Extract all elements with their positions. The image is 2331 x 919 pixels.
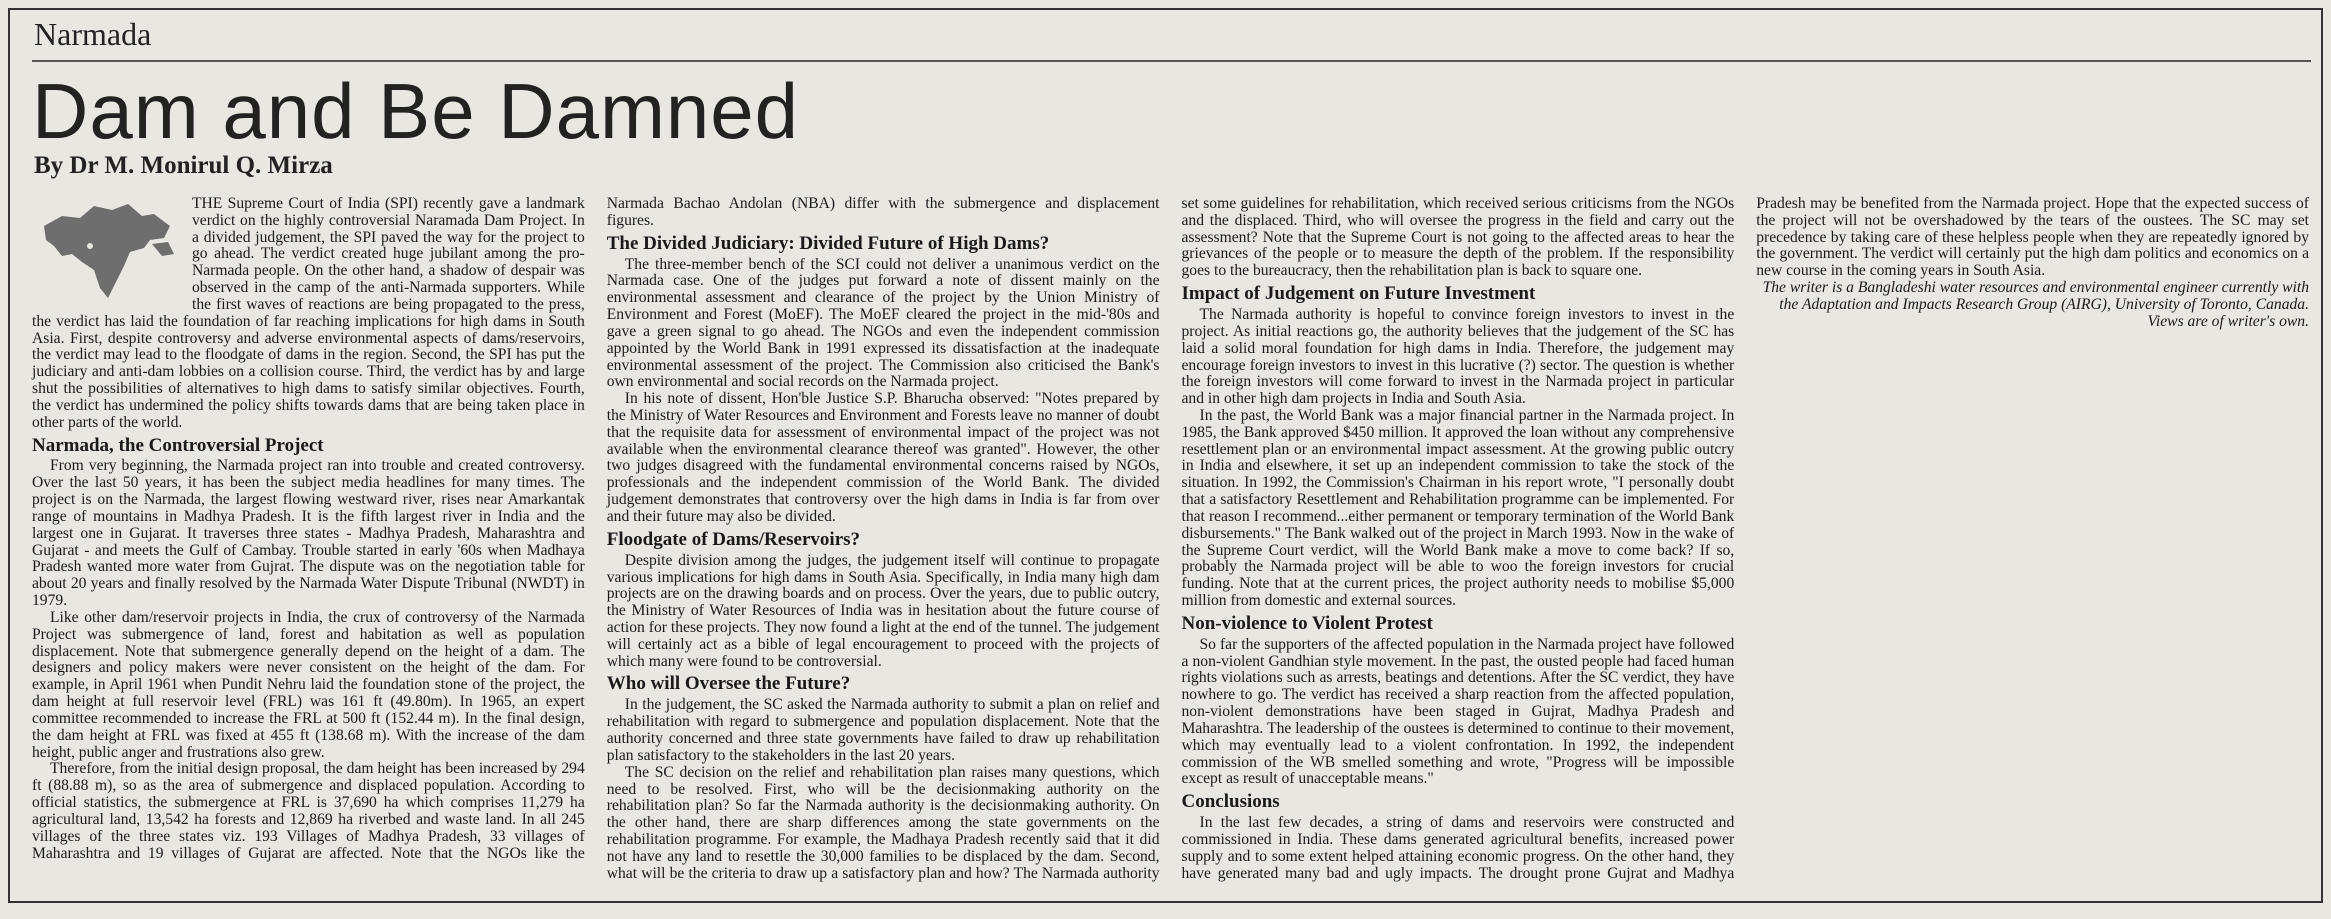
paragraph: The Narmada authority is hopeful to convince foreign investors to invest in the project. As initial reactions go, the authority believes that the judgement of the SC has laid a solid moral foundation for high dams in India. Therefore, the judgement may encourage foreign investors to invest in this lucrative (?) sector. The question is whether the foreign investors will come forward to invest in the Narmada project in particular and in other high dam projects in India and South Asia. [1181,306,1735,408]
paragraph: Therefore, from the initial design proposal, the dam height has been increased by 294 ft (88.88 m), so as the area of submergence and displaced population. According to official statistics, the submergence at FRL is 37,690 ha which comprises 11,279 ha agricultural land, 13,542 ha forests and 12,869 ha riverbed and waste land. In all 245 villages of the three states viz. 193 Villages of Madhya Pradesh, 33 villages of Maharashtra and 19 villages of Gujarat are affected. Note that the NGOs like the Narmada Bachao Andolan (NBA) differ with the submergence and displacement figures. [32,195,1160,862]
headline: Dam and Be Damned [32,67,800,155]
paragraph: The SC decision on the relief and rehabilitation plan raises many questions, which need to be resolved. First, who will be the decisionmaking authority on the rehabilitation plan? So far the Narmada authority is the decisionmaking authority. On the other hand, there are sharp differences among the state governments on the rehabilitation programme. For example, the Madhaya Pradesh recently said that it did not have any land to resettle the 30,000 families to be displaced by the dam. Second, what will be the criteria to draw up a satisfactory plan and how? The Narmada authority set some guidelines for rehabilitation, which received serious criticisms from the NGOs and the displaced. Third, who will oversee the progress in the field and carry out the assessment? Note that the Supreme Court is not going to the affected areas to hear the grievances of the people or to measure the depth of the problem. If the responsibility goes to the bureaucracy, then the rehabilitation plan is back to square one. [606,195,1735,882]
india-map-icon [32,196,182,304]
author-bio: The writer is a Bangladeshi water resources and environmental engineer currently with the Adaptation and Impacts Research Group (AIRG), University of Toronto, Canada. Views are of writer's own. [1762,279,2309,330]
subhead-divided-judiciary: The Divided Judiciary: Divided Future of High Dams? [606,232,1050,254]
paragraph: In the last few decades, a string of dams and reservoirs were constructed and commissioned in India. These dams generated agricultural benefits, increased power supply and to some extent helped attaining economic progress. On the other hand, they have generated many bad and ugly impacts. The drought prone Gujrat and Madhya Pradesh may be benefited from the Narmada project. Hope that the expected success of the project will not be overshadowed by the tears of the oustees. The SC may set precedence by taking care of these helpless people when they are repeatedly ignored by the government. The verdict will certainly put the high dam politics and economics on a new course in the coming years in South Asia. [1181,195,2309,882]
subhead-future-investment: Impact of Judgement on Future Investment [1181,283,1536,305]
paragraph: From very beginning, the Narmada project ran into trouble and created controversy. Over the last 50 years, it has been the subject media headlines for many times. The project is on the Narmada, the largest flowing westward river, rises near Amarkantak range of mountains in Madhya Pradesh. It is the fifth largest river in India and the largest one in Gujarat. It traverses three states - Madhya Pradesh, Maharashtra and Gujarat - and meets the Gulf of Cambay. Trouble started in early '60s when Madhaya Pradesh wanted more water from Gujrat. The dispute was on the negotiation table for about 20 years and finally resolved by the Narmada Water Dispute Tribunal (NWDT) in 1979. [32,457,585,610]
byline: By Dr M. Monirul Q. Mirza [34,152,333,179]
subhead-conclusions: Conclusions [1181,791,1280,813]
section-label: Narmada [34,16,152,52]
paragraph: Despite division among the judges, the judgement itself will continue to propagate various implications for high dams in South Asia. Specifically, in India many high dam projects are on the drawing boards and on process. Over the years, due to public outcry, the Ministry of Water Resources of India was in hesitation about the future course of action for these projects. They now found a light at the end of the tunnel. The judgement will certainly act as a bible of legal encouragement to proceed with the projects of which many were found to be controversial. [606,551,1160,670]
newspaper-article [8,8,2323,903]
subhead-oversee-future: Who will Oversee the Future? [606,673,851,695]
subhead-floodgate: Floodgate of Dams/Reservoirs? [606,528,861,550]
subhead-controversial-project: Narmada, the Controversial Project [32,434,324,456]
paragraph: In the past, the World Bank was a major financial partner in the Narmada project. In 1985, the Bank approved $450 million. It approved the loan without any comprehensive resettlement plan or an environmental impact assessment. At the growing public outcry in India and elsewhere, it set up an independent commission to take the stock of the situation. In 1992, the Commission's Chairman in his report wrote, "I personally doubt that a satisfactory Resettlement and Rehabilitation programme can be implemented. For that reason I recommend...either permanent or temporary termination of the World Bank disbursements." The Bank walked out of the project in March 1993. Now in the wake of the Supreme Court verdict, will the World Bank make a move to come back? If so, probably the Narmada project will be able to woo the foreign investors for crucial funding. Note that at the current prices, the project authority needs to mobilise $5,000 million from domestic and external sources. [1181,407,1735,610]
paragraph: The three-member bench of the SCI could not deliver a unanimous verdict on the Narmada case. One of the judges put forward a note of dissent mainly on the environmental assessment and clearance of the project by the Union Ministry of Environment and Forest (MoEF). The MoEF cleared the project in the mid-'80s and gave a green signal to go ahead. The NGOs and even the independent commission appointed by the World Bank in 1991 expressed its dissatisfaction at the inadequate environmental assessment of the project. The Commission also criticised the Bank's own environmental and social records on the Narmada project. [606,255,1160,391]
article-body [32,196,2309,891]
paragraph: In the judgement, the SC asked the Narmada authority to submit a plan on relief and rehabilitation with regard to submergence and population displacement. Note that the authority concerned and three state governments have failed to draw up rehabilitation plan satisfactory to the stakeholders in the last 20 years. [606,696,1160,764]
subhead-violent-protest: Non-violence to Violent Protest [1181,612,1433,634]
paragraph: In his note of dissent, Hon'ble Justice S.P. Bharucha observed: "Notes prepared by the Ministry of Water Resources and Environment and Forests leave no manner of doubt that the requisite data for assessment of environmental impact of the project was not available when the environmental clearance thereof was granted". However, the other two judges disagreed with the fundamental environmental concerns raised by NGOs, professionals and the independent commission of the World Bank. The divided judgement demonstrates that controversy over the high dams in India is far from over and their future may also be divided. [606,390,1160,525]
intro-paragraph: THE Supreme Court of India (SPI) recently gave a landmark verdict on the highly controversial Naramada Dam Project. In a divided judgement, the SPI paved the way for the project to go ahead. The verdict created huge jubilant among the pro-Narmada people. On the other hand, a shadow of despair was observed in the camp of the anti-Narmada supporters. While the first waves of reactions are being propagated to the press, the verdict has laid the foundation of far reaching implications for high dams in South Asia. First, despite controversy and adverse environmental aspects of dams/reservoirs, the verdict may lead to the floodgate of dams in the region. Second, the SPI has put the judiciary and anti-dam lobbies on a collision course. Third, the verdict has by and large shut the possibilities of alternatives to high dams to satisfy similar objectives. Fourth, the verdict has undermined the policy shifts towards dams that are being taken place in other parts of the world. [32,195,585,431]
paragraph: Like other dam/reservoir projects in India, the crux of controversy of the Narmada Project was submergence of land, forest and habitation as well as population displacement. Note that submergence generally depend on the height of a dam. The designers and policy makers were never consistent on the height of the dam. For example, in April 1961 when Pundit Nehru laid the foundation stone of the project, the dam height at full reservoir level (FRL) was 161 ft (49.80m). In 1965, an expert committee recommended to increase the FRL at 500 ft (152.44 m). In the final design, the dam height at FRL was fixed at 455 ft (138.68 m). With the increase of the dam height, public anger and frustrations also grew. [32,608,585,761]
section-divider [32,60,2311,62]
paragraph: So far the supporters of the affected population in the Narmada project have followed a non-violent Gandhian style movement. In the past, the ousted people had faced human rights violations such as arrests, beatings and detentions. After the SC verdict, they have nowhere to go. The verdict has received a sharp reaction from the affected population, non-violent demonstrations have been staged in Gujrat, Madhya Pradesh and Maharashtra. The leadership of the oustees is determined to continue to their movement, which may eventually lead to a violent confrontation. In 1992, the independent commission of the WB smelled something and wrote, "Progress will be impossible except as result of unacceptable means." [1181,635,1735,788]
